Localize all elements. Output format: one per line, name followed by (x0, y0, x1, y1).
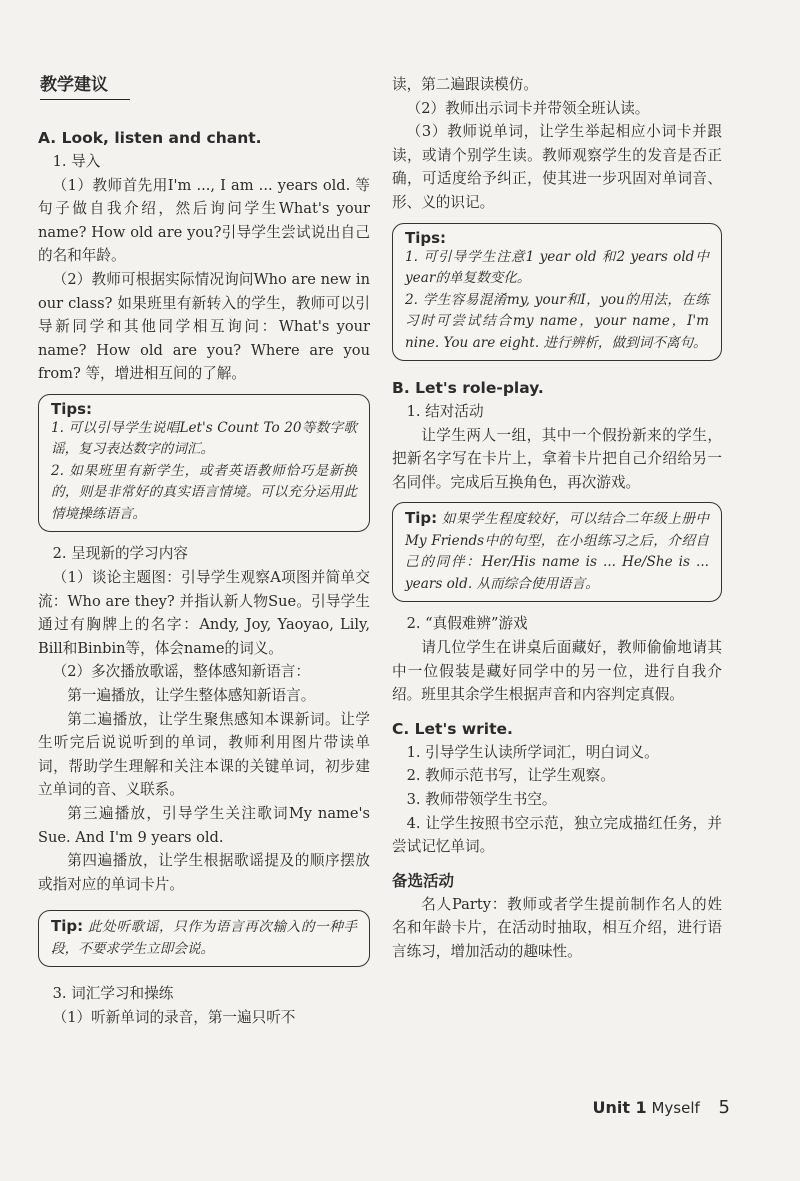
section-c-title: C. Let's write. (392, 719, 513, 738)
paragraph: （1）听新单词的录音，第一遍只听不 (52, 1008, 296, 1026)
paragraph: 第三遍播放，引导学生关注歌词My name's Sue. And I'm 9 years old. (38, 804, 370, 846)
paragraph: （2）多次播放歌谣，整体感知新语言： (52, 663, 310, 681)
paragraph: （3）教师说单词，让学生举起相应小词卡并跟读，或请个别学生读。教师观察学生的发音是否正确，可适度给予纠正，使其进一步巩固对单词音、形、义的识记。 (392, 123, 722, 211)
paragraph: （2）教师可根据实际情况询问Who are new in our class? 如果班里有新转入的学生，教师可以引导新同学和其他同学相互询问：What's your name? How old are you? Where are you from? 等，增进相互间的了解。 (38, 270, 370, 383)
tips-box (38, 394, 370, 533)
tip-content (51, 916, 357, 960)
tip-label: Tip: (51, 917, 84, 936)
tip-item: 1. 可以引导学生说唱Let's Count To 20等数字歌谣，复习表达数字的词汇。 (51, 419, 357, 458)
paragraph: （2）教师出示词卡并带领全班认读。 (406, 99, 650, 117)
list-item: 2. 教师示范书写，让学生观察。 (406, 767, 615, 785)
paragraph: 名人Party：教师或者学生提前制作名人的姓名和年龄卡片，在活动时抽取，相互介绍，进行语言练习，增加活动的趣味性。 (392, 895, 722, 960)
page-number: 5 (718, 1097, 730, 1118)
tips-label: Tips: (51, 399, 93, 418)
page-footer (592, 1097, 730, 1118)
tip-content (405, 508, 709, 595)
list-item: 4. 让学生按照书空示范，独立完成描红任务，并尝试记忆单词。 (392, 814, 722, 856)
paragraph: 第四遍播放，让学生根据歌谣提及的顺序摆放或指对应的单词卡片。 (38, 852, 370, 893)
right-column (392, 73, 722, 964)
step-3-title: 3. 词汇学习和操练 (52, 985, 174, 1003)
list-item: 3. 教师带领学生书空。 (406, 791, 557, 808)
paragraph: （1）教师首先用I'm ..., I am ... years old. 等句子做自我介绍，然后询问学生What's your name? How old are you?引导学生尝试说出自己的名和年龄。 (38, 176, 370, 265)
tip-text: 如果学生程度较好，可以结合二年级上册中My Friends中的句型，在小组练习之后，介绍自己的同伴：Her/His name is ... He/She is ... years old. 从而综合使用语言。 (405, 511, 709, 592)
section-b-title: B. Let's role-play. (392, 379, 544, 398)
optional-activity-title: 备选活动 (392, 871, 455, 890)
tips-box (392, 223, 722, 362)
tip-item: 1. 可引导学生注意1 year old 和2 years old中year的单复数变化。 (405, 248, 709, 287)
paragraph: 读，第二遍跟读模仿。 (392, 76, 538, 93)
step-2-title: 2. “真假难辨”游戏 (406, 615, 528, 633)
paragraph: 第一遍播放，让学生整体感知新语言。 (67, 687, 316, 704)
tip-text: 此处听歌谣，只作为语言再次输入的一种手段，不要求学生立即会说。 (51, 919, 357, 957)
tip-box (38, 910, 370, 967)
paragraph: （1）谈论主题图：引导学生观察A项图并简单交流：Who are they? 并指认新人物Sue。引导学生通过有胸牌上的名字：Andy, Joy, Yaoyao, Lily, Bill和Binbin等，体会name的词义。 (38, 569, 370, 657)
list-item: 1. 引导学生认读所学词汇，明白词义。 (406, 743, 659, 761)
paragraph: 请几位学生在讲桌后面藏好，教师偷偷地请其中一位假装是藏好同学中的另一位，进行自我介绍。班里其余学生根据声音和内容判定真假。 (392, 639, 722, 704)
paragraph: 第二遍播放，让学生聚焦感知本课新词。让学生听完后说说听到的单词，教师利用图片带读单词，帮助学生理解和关注本课的关键单词，初步建立单词的音、义联系。 (38, 710, 370, 799)
tip-item: 2. 学生容易混淆my, your和I，you的用法，在练习时可尝试结合my name，your name，I'm nine. You are eight. 进行辨析，做到词不离句。 (405, 291, 709, 351)
step-2-title: 2. 呈现新的学习内容 (52, 545, 188, 563)
unit-label: Unit 1 (592, 1098, 647, 1117)
step-1-title: 1. 导入 (52, 153, 101, 170)
paragraph: 让学生两人一组，其中一个假扮新来的学生，把新名字写在卡片上，拿着卡片把自己介绍给另一名同伴。完成后互换角色，再次游戏。 (392, 426, 722, 491)
step-1-title: 1. 结对活动 (406, 403, 484, 421)
tip-box (392, 502, 722, 602)
section-a-title: A. Look, listen and chant. (38, 129, 262, 147)
tips-label: Tips: (405, 228, 447, 247)
tip-item: 2. 如果班里有新学生，或者英语教师恰巧是新换的，则是非常好的真实语言情境。可以充分运用此情境操练语言。 (51, 462, 357, 522)
tip-label: Tip: (405, 509, 438, 528)
unit-topic: Myself (651, 1099, 700, 1117)
section-heading: 教学建议 (40, 70, 130, 100)
left-column (38, 70, 370, 1030)
